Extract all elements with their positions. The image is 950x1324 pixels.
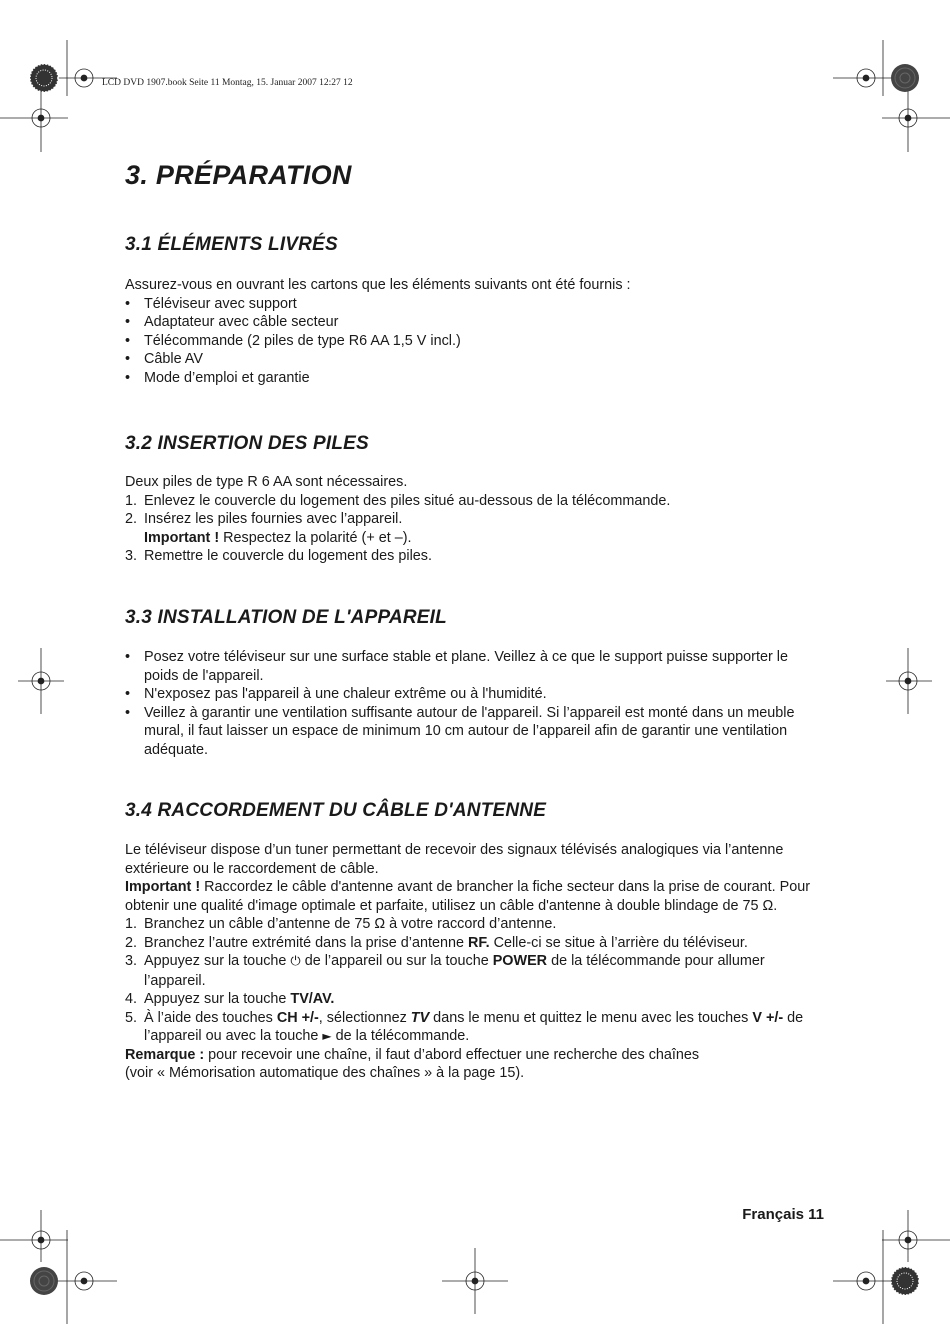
list-item: • Adaptateur avec câble secteur <box>125 314 339 330</box>
list-item: 3. Remettre le couvercle du logement des piles. <box>125 548 432 564</box>
section-3-1-intro: Assurez-vous en ouvrant les cartons que les éléments suivants ont été fournis : <box>125 277 631 293</box>
list-item: • Télécommande (2 piles de type R6 AA 1,5 V incl.) <box>125 332 461 349</box>
section-heading-3-4: 3.4 RACCORDEMENT DU CÂBLE D'ANTENNE <box>125 800 547 821</box>
list-item: 2. Branchez l’autre extrémité dans la prise d’antenne RF. Celle-ci se situe à l’arrière du téléviseur. <box>125 934 748 951</box>
section-3-3-body <box>125 648 825 759</box>
play-icon: ► <box>322 1029 332 1043</box>
important-label: Important ! <box>125 879 201 895</box>
list-item: • Mode d’emploi et garantie <box>125 369 310 386</box>
remark-note: Remarque : pour recevoir une chaîne, il faut d’abord effectuer une recherche des chaînes (voir « Mémorisation automatique des chaînes » à la page 15). <box>125 1046 700 1081</box>
bullet: • <box>125 314 131 330</box>
bullet: • <box>125 332 131 349</box>
section-heading-3-1: 3.1 ÉLÉMENTS LIVRÉS <box>125 234 338 255</box>
list-item: • Veillez à garantir une ventilation suffisante autour de l'appareil. Si l’appareil est monté dans un meuble mural, il faut laisser un espace de minimum 10 cm autour de l’appareil afin de garantir une ventilation adéquate. <box>125 704 795 758</box>
list-item: • Téléviseur avec support <box>125 295 297 312</box>
bullet: • <box>125 704 131 721</box>
section-heading-3-3: 3.3 INSTALLATION DE L'APPAREIL <box>125 607 447 628</box>
list-item: 1. Enlevez le couvercle du logement des piles situé au-dessous de la télécommande. <box>125 492 671 509</box>
chapter-title: 3. PRÉPARATION <box>125 160 352 190</box>
power-icon: ⏻ <box>290 954 301 969</box>
list-item: 2. Insérez les piles fournies avec l’appareil. Important ! Respectez la polarité (+ et –). <box>125 511 412 546</box>
list-item: • Câble AV <box>125 351 203 367</box>
list-item: 4. Appuyez sur la touche TV/AV. <box>125 991 335 1007</box>
section-3-4-body <box>125 841 825 1083</box>
list-item: 3. Appuyez sur la touche ⏻ de l’appareil ou sur la touche POWER de la télécommande pour allumer l’appareil. <box>125 953 765 989</box>
section-heading-3-2: 3.2 INSERTION DES PILES <box>125 433 369 454</box>
important-label: Important ! <box>144 529 220 546</box>
bullet: • <box>125 351 131 367</box>
bullet: • <box>125 686 131 702</box>
remark-label: Remarque : <box>125 1046 205 1063</box>
bullet: • <box>125 295 131 312</box>
section-3-4-intro: Le téléviseur dispose d’un tuner permettant de recevoir des signaux télévisés analogiques via l’antenne extérieure ou le raccordement de câble. <box>125 842 784 877</box>
bullet: • <box>125 649 131 665</box>
list-item: • Posez votre téléviseur sur une surface stable et plane. Veillez à ce que le support puisse supporter le poids de l'appareil. <box>125 649 788 684</box>
list-item: • N'exposez pas l'appareil à une chaleur extrême ou à l'humidité. <box>125 686 547 702</box>
list-item: 5. À l’aide des touches CH +/-, sélectionnez TV dans le menu et quittez le menu avec les touches V +/- de l’appareil ou avec la touche ► de la télécommande. <box>125 1009 804 1044</box>
section-3-2-intro: Deux piles de type R 6 AA sont nécessaires. <box>125 474 408 490</box>
list-item: 1. Branchez un câble d’antenne de 75 Ω à votre raccord d’antenne. <box>125 916 557 932</box>
section-3-1-body <box>125 276 825 387</box>
important-note: Important ! Raccordez le câble d'antenne avant de brancher la fiche secteur dans la prise de courant. Pour obtenir une qualité d'image optimale et parfaite, utilisez un câble d'antenne à double blindage de 75 Ω. <box>125 879 811 914</box>
bullet: • <box>125 369 131 386</box>
section-3-2-body <box>125 473 825 566</box>
book-header-line: LCD DVD 1907.book Seite 11 Montag, 15. Januar 2007 12:27 12 <box>102 78 353 88</box>
page-number-footer: Français 11 <box>742 1206 824 1223</box>
